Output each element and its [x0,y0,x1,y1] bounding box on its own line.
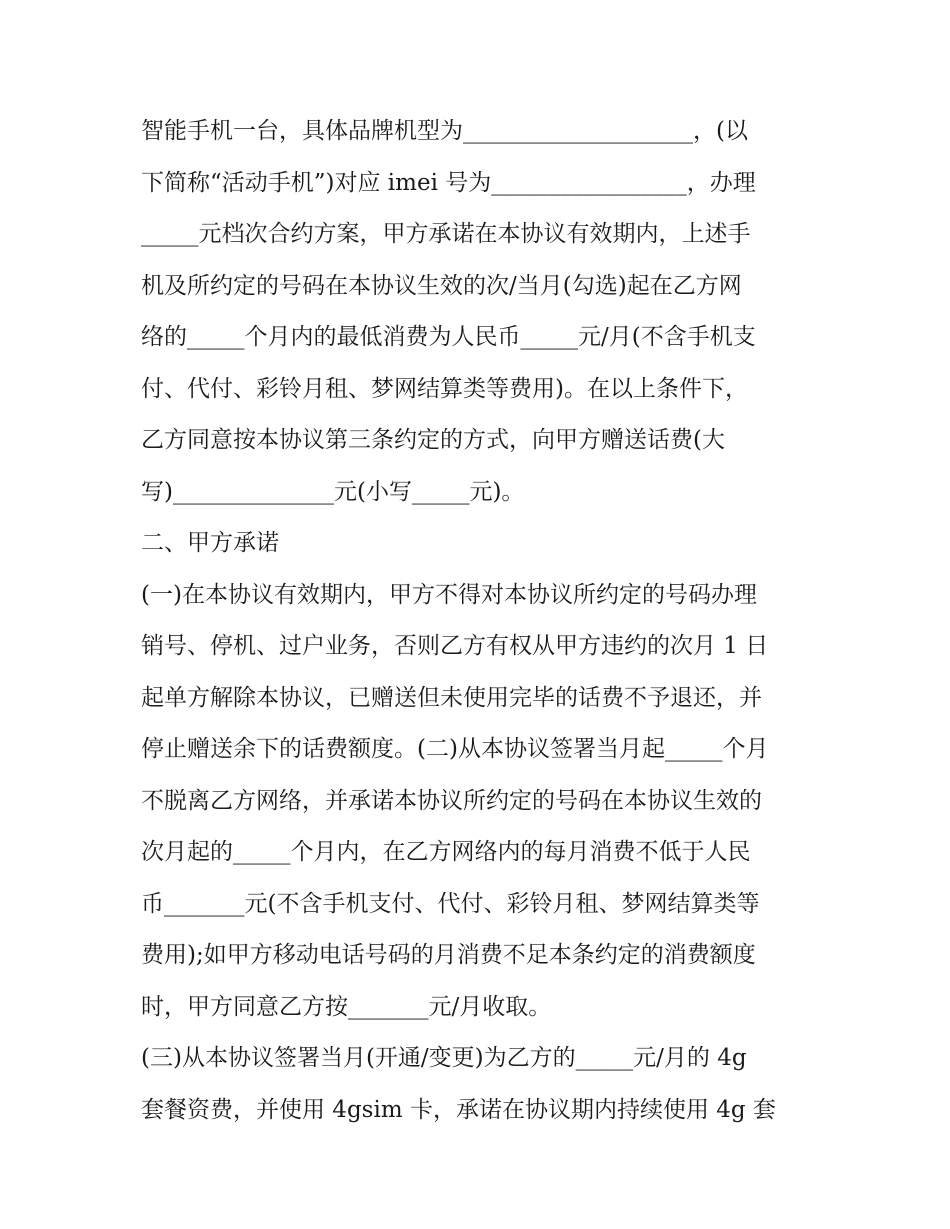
text-line-7: 乙方同意按本协议第三条约定的方式，向甲方赠送话费(大 [141,427,725,453]
text-line-3: _____元档次合约方案，甲方承诺在本协议有效期内，上述手 [141,221,751,247]
text-line-4: 机及所约定的号码在本协议生效的次/当月(勾选)起在乙方网 [141,272,742,299]
contract-text-body [141,106,821,1136]
text-line-1: 智能手机一台，具体品牌机型为____________________，(以 [141,118,748,144]
text-line-6: 付、代付、彩铃月租、梦网结算类等费用)。在以上条件下， [141,375,748,402]
text-line-12: 起单方解除本协议，已赠送但未使用完毕的话费不予退还，并 [141,684,762,711]
text-line-5: 络的_____个月内的最低消费为人民币_____元/月(不含手机支 [141,324,756,350]
text-line-18: 时，甲方同意乙方按_______元/月收取。 [141,993,552,1020]
text-line-8: 写)______________元(小写_____元)。 [141,478,525,505]
text-line-13: 停止赠送余下的话费额度。(二)从本协议签署当月起_____个月 [141,736,769,762]
text-line-10: (一)在本协议有效期内，甲方不得对本协议所约定的号码办理 [141,581,757,608]
text-line-16: 币_______元(不含手机支付、代付、彩铃月租、梦网结算类等 [141,890,760,917]
section-heading-2: 二、甲方承诺 [141,530,279,556]
text-line-20: 套餐资费，并使用 4gsim 卡，承诺在协议期内持续使用 4g 套 [141,1096,776,1123]
text-line-2: 下简称“活动手机”)对应 imei 号为_________________，办理 [141,169,756,196]
text-line-19: (三)从本协议签署当月(开通/变更)为乙方的_____元/月的 4g [141,1045,747,1071]
text-line-11: 销号、停机、过户业务，否则乙方有权从甲方违约的次月 1 日 [141,633,769,659]
text-line-17: 费用);如甲方移动电话号码的月消费不足本条约定的消费额度 [141,942,756,968]
text-line-14: 不脱离乙方网络，并承诺本协议所约定的号码在本协议生效的 [141,787,762,814]
text-line-15: 次月起的_____个月内，在乙方网络内的每月消费不低于人民 [141,839,751,865]
